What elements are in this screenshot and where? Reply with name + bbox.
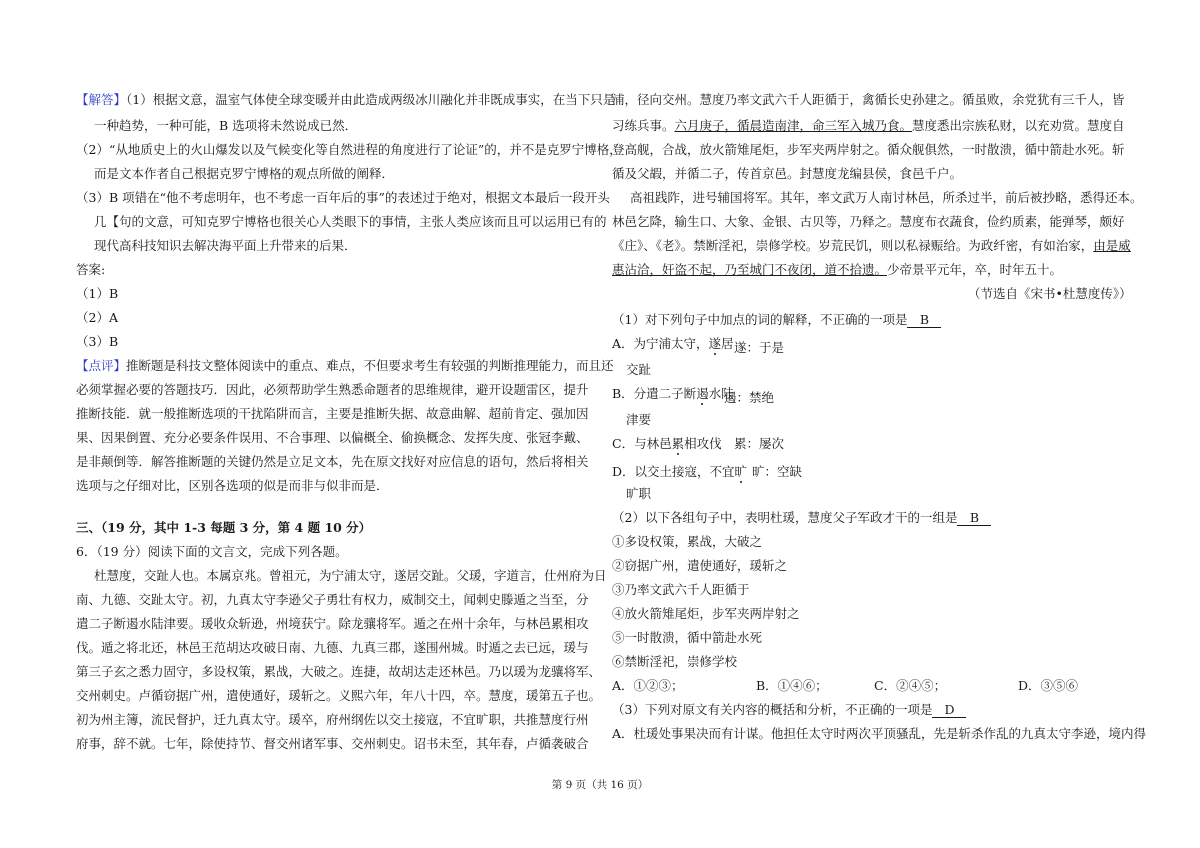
option-c-gloss: 累：屡次 bbox=[734, 436, 785, 451]
dianping-tag: 【点评】 bbox=[76, 358, 127, 373]
passage-line: 林邑乞降，输生口、大象、金银、古贝等，乃释之。慧度布衣蔬食，俭约质素，能弹琴，颇好 bbox=[612, 214, 1125, 229]
option-d-cont: 旷职 bbox=[626, 486, 652, 501]
passage-line: 习练兵事。六月庚子，循晨造南津，命三军入城乃食。慧度悉出宗族私财，以充劝赏。慧度自 bbox=[612, 118, 1125, 133]
q3-option-a: A．杜瑗处事果决而有计谋。他担任太守时两次平顶骚乱，先是斩杀作乱的九真太守李逊，境内得 bbox=[612, 726, 1147, 741]
passage-line: 浦，径向交州。慧度乃率文武六千人距循于，禽循长史孙建之。循虽败，余党犹有三千人，皆 bbox=[612, 92, 1125, 107]
dotted-word: 遏 bbox=[696, 386, 709, 401]
passage-line: 第三子玄之悉力固守，多设权策，累战，大破之。连捷，故胡达走还林邑。乃以瑗为龙骧将军、 bbox=[76, 664, 602, 679]
q2-item: ①多设权策，累战，大破之 bbox=[612, 534, 763, 549]
underlined-sentence: 由是威 bbox=[1093, 238, 1131, 253]
option-b: B．分遣二子断遏水陆 bbox=[612, 386, 734, 401]
option-c: C．与林邑累相攻伐 bbox=[612, 436, 722, 451]
question-1-stem: （1）对下列句子中加点的词的解释，不正确的一项是 B bbox=[612, 312, 941, 328]
q2-item: ③乃率文武六千人距循于 bbox=[612, 582, 750, 597]
passage-line: 伐。遁之将北还，林邑王范胡达攻破日南、九德、九真三郡，遂围州城。时遁之去已远，瑗与 bbox=[76, 640, 589, 655]
passage-line: 惠沾洽，奸盗不起，乃至城门不夜闭，道不拾遗。少帝景平元年，卒，时年五十。 bbox=[612, 262, 1063, 277]
passage-line: 遣二子断遏水陆津要。瑗收众斩逊，州境获宁。除龙骧将军。遁之在州十余年，与林邑累相攻 bbox=[76, 616, 589, 631]
passage-line: 循及父嘏，并循二子，传首京邑。封慧度龙编县侯，食邑千户。 bbox=[612, 166, 963, 181]
answer-blank: B bbox=[957, 511, 991, 526]
answer-2: （2）A bbox=[76, 310, 118, 325]
question-2-stem: （2）以下各组句子中，表明杜瑗，慧度父子军政才干的一组是 B bbox=[612, 510, 991, 526]
q2-option-c: C．②④⑤； bbox=[874, 678, 947, 693]
jieda-line-4: 而是文本作者自己根据克罗宁博格的观点所做的阐释． bbox=[94, 166, 395, 181]
jieda-line-7: 现代高科技知识去解决海平面上升带来的后果． bbox=[94, 238, 357, 253]
passage-line: 《庄》、《老》。禁断淫祀，崇修学校。岁荒民饥，则以私禄赈给。为政纤密，有如治家，由是威 bbox=[612, 238, 1131, 253]
option-d-gloss: 旷：空缺 bbox=[752, 464, 803, 479]
jieda-line-5: （3）B 项错在“他不考虑明年，也不考虑一百年后的事”的表述过于绝对，根据文本最后一段开头 bbox=[76, 190, 610, 205]
passage-line: 登高舰，合战，放火箭雉尾炬，步军夹两岸射之。循众舰俱然，一时散溃，循中箭赴水死。斩 bbox=[612, 142, 1125, 157]
jieda-line-2: 一种趋势，一种可能，B 选项将未然说成已然． bbox=[94, 118, 358, 133]
q2-item: ⑥禁断淫祀，崇修学校 bbox=[612, 654, 738, 669]
passage-line: 高祖践阼，进号辅国将军。其年，率文武万人南讨林邑，所杀过半，前后被抄略，悉得还本。 bbox=[630, 190, 1143, 205]
q2-item: ②窃据广州，遣使通好，瑗斩之 bbox=[612, 558, 788, 573]
dianping-line-6: 选项与之仔细对比，区别各选项的似是而非与似非而是． bbox=[76, 478, 389, 493]
jieda-line-3: （2）“从地质史上的火山爆发以及气候变化等自然进程的角度进行了论证”的，并不是克罗宁博格， bbox=[76, 142, 622, 157]
q2-option-d: D．③⑤⑥ bbox=[1018, 678, 1079, 693]
dianping-line-2: 必须掌握必要的答题技巧．因此，必须帮助学生熟悉命题者的思维规律，避开设题雷区，提升 bbox=[76, 382, 589, 397]
jieda-line-1: 【解答】（1）根据文意，温室气体使全球变暖并由此造成两级冰川融化并非既成事实，在当下只是 bbox=[76, 92, 616, 107]
page-footer: 第 9 页（共 16 页） bbox=[551, 779, 649, 791]
q2-item: ⑤一时散溃，循中箭赴水死 bbox=[612, 630, 763, 645]
passage-source: （节选自《宋书•杜慧度传》） bbox=[968, 286, 1132, 301]
section-heading: 三、（19 分，其中 1-3 每题 3 分，第 4 题 10 分） bbox=[76, 520, 372, 535]
q2-option-b: B．①④⑥； bbox=[756, 678, 828, 693]
dianping-line-4: 果、因果倒置、充分必要条件误用、不合事理、以偏概全、偷换概念、发挥失度、张冠李戴、 bbox=[76, 430, 589, 445]
answer-1: （1）B bbox=[76, 286, 119, 301]
option-a: A．为宁浦太守，遂居 bbox=[612, 336, 734, 351]
option-a-gloss: 遂：于是 bbox=[734, 340, 785, 355]
passage-line: 交州刺史。卢循窃据广州，遣使通好，瑗斩之。义熙六年，年八十四，卒。慧度，瑗第五子也。 bbox=[76, 688, 602, 703]
question-6-intro: 6．（19 分）阅读下面的文言文，完成下列各题。 bbox=[76, 544, 348, 559]
underlined-sentence: 惠沾洽，奸盗不起，乃至城门不夜闭，道不拾遗。 bbox=[612, 262, 888, 277]
option-b-gloss: 遏：禁绝 bbox=[724, 390, 775, 405]
answer-blank: D bbox=[932, 703, 966, 718]
question-3-stem: （3）下列对原文有关内容的概括和分析，不正确的一项是 D bbox=[612, 702, 966, 718]
dotted-word: 旷 bbox=[734, 464, 748, 479]
option-d: D．以交土接寇，不宜旷 bbox=[612, 464, 748, 479]
dotted-word: 遂 bbox=[708, 336, 722, 351]
option-b-cont: 津要 bbox=[626, 412, 652, 427]
answer-label: 答案: bbox=[76, 262, 106, 277]
q2-option-a: A．①②③； bbox=[612, 678, 684, 693]
passage-line: 初为州主簿，流民督护，迁九真太守。瑗卒，府州纲佐以交土接寇，不宜旷职，共推慧度行州 bbox=[76, 712, 589, 727]
answer-3: （3）B bbox=[76, 334, 119, 349]
passage-line: 杜慧度，交趾人也。本属京兆。曾祖元，为宁浦太守，遂居交趾。父瑗，字道言，仕州府为日 bbox=[94, 568, 607, 583]
passage-line: 南、九德、交趾太守。初，九真太守李逊父子勇壮有权力，威制交土，闻刺史滕遁之当至，分 bbox=[76, 592, 589, 607]
answer-blank: B bbox=[907, 313, 941, 328]
jieda-tag: 【解答】 bbox=[76, 92, 127, 107]
dianping-line-3: 推断技能．就一般推断选项的干扰陷阱而言，主要是推断失据、故意曲解、超前肯定、强加因 bbox=[76, 406, 589, 421]
jieda-line-6: 几【句的文意，可知克罗宁博格也很关心人类眼下的事情，主张人类应该而且可以运用已有的 bbox=[94, 214, 607, 229]
q2-item: ④放火箭雉尾炬，步军夹两岸射之 bbox=[612, 606, 800, 621]
underlined-sentence: 六月庚子，循晨造南津，命三军入城乃食。 bbox=[674, 118, 913, 133]
dianping-line-1: 【点评】推断题是科技文整体阅读中的重点、难点，不但要求考生有较强的判断推理能力，而且还 bbox=[76, 358, 614, 373]
passage-line: 府事，辞不就。七年，除使持节、督交州诸军事、交州刺史。诏书未至，其年春，卢循袭破合 bbox=[76, 736, 589, 751]
dianping-line-5: 是非颠倒等．解答推断题的关键仍然是立足文本，先在原文找好对应信息的语句，然后将相关 bbox=[76, 454, 589, 469]
option-a-cont: 交趾 bbox=[626, 362, 652, 377]
dotted-word: 累 bbox=[671, 436, 685, 451]
